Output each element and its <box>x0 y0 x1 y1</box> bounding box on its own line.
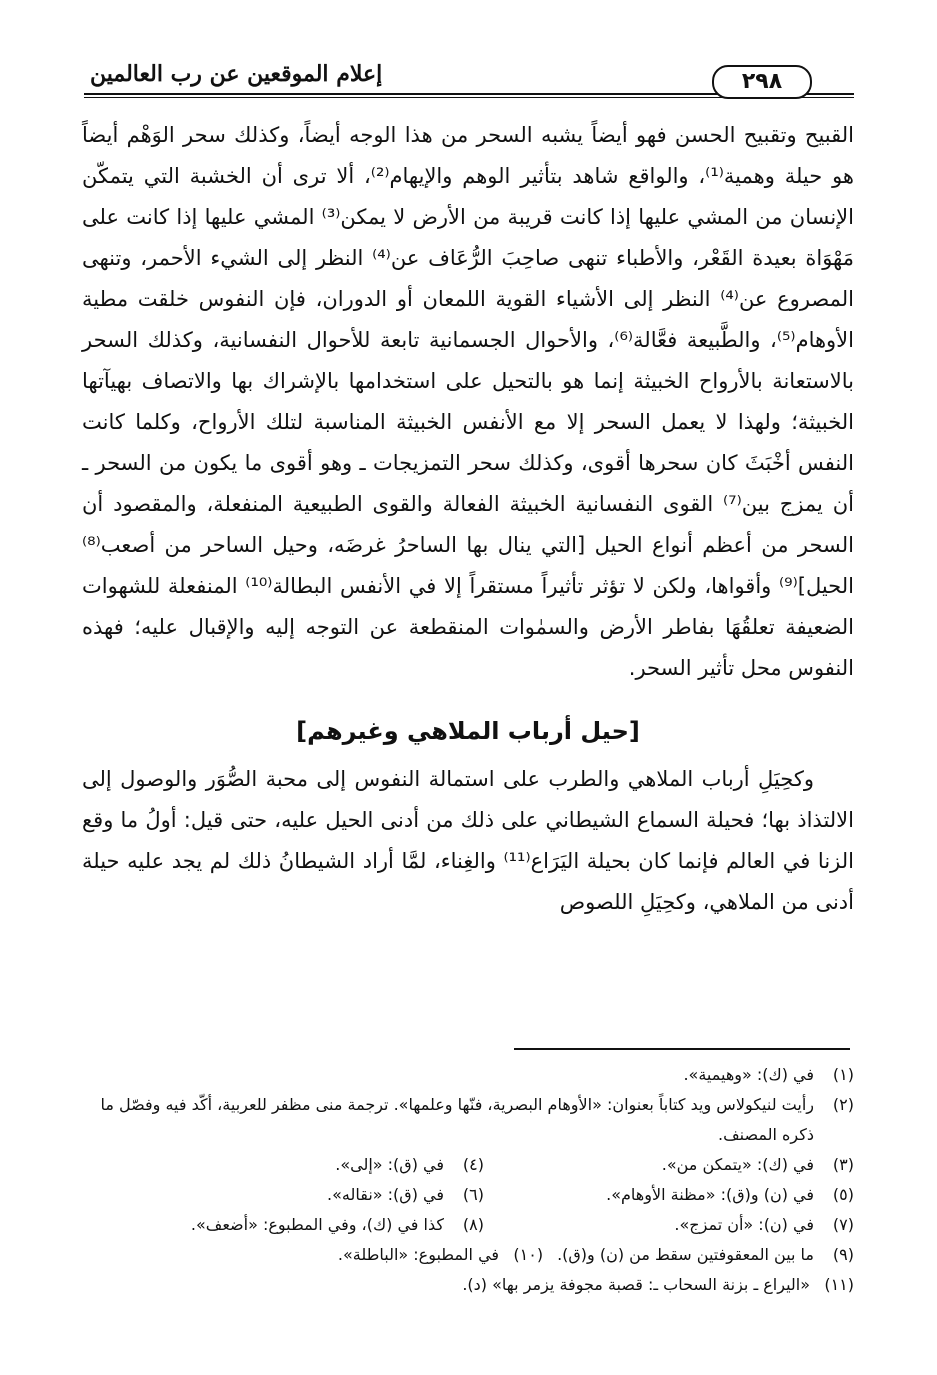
footnote-separator <box>514 1048 850 1050</box>
footnote-number: (٦) <box>462 1185 484 1204</box>
footnote-number: (٩) <box>832 1245 854 1264</box>
footnote-text: ما بين المعقوفتين سقط من (ن) و(ق). <box>557 1245 814 1264</box>
footnote-number: (٧) <box>832 1215 854 1234</box>
footnote-row <box>82 1090 854 1150</box>
footnote-text: في (ك): «وهيمية». <box>683 1065 814 1084</box>
footnote-text: في (ك): «يتمكن من». <box>661 1155 814 1174</box>
footnote-number: (٨) <box>462 1215 484 1234</box>
body-paragraph-2: وكحِيَلِ أرباب الملاهي والطرب على استمالة النفوس إلى محبة الصُّوَر والوصول إلى الالتذاذ بها؛ فحيلة السماع الشيطاني على ذلك من أدنى الحيل عليه، حتى قيل: أولُ ما وقع الزنا في العالم فإنما كان بحيلة اليَرَاع⁽¹¹⁾ والغِناء، لمَّا أراد الشيطانُ ذلك لم يجد عليه حيلة أدنى من الملاهي، وكحِيَلِ اللصوص <box>82 767 854 914</box>
footnote-text: «اليراع ـ بزنة السحاب ـ: قصبة مجوفة يزمر بها» (د). <box>462 1275 810 1294</box>
running-title: إعلام الموقعين عن رب العالمين <box>90 61 383 87</box>
footnote-text: رأيت لنيكولاس ويد كتاباً بعنوان: «الأوهام البصرية، فنّها وعلمها». ترجمة منى مظفر للعربية، أكّد فيه وفصّل ما ذكره المصنف. <box>100 1095 814 1144</box>
footnote-row <box>82 1150 854 1180</box>
body-paragraph-1: القبيح وتقبيح الحسن فهو أيضاً يشبه السحر من هذا الوجه أيضاً، وكذلك سحر الوَهْم أيضاً هو حيلة وهمية⁽¹⁾، والواقع شاهد بتأثير الوهم والإيهام⁽²⁾، ألا ترى أن الخشبة التي يتمكّن الإنسان من المشي عليها إذا كانت قريبة من الأرض لا يمكن⁽³⁾ المشي عليها إذا كانت على مَهْوَاة بعيدة القَعْر، والأطباء تنهى صاحِبَ الرُّعَاف عن⁽⁴⁾ النظر إلى الشيء الأحمر، وتنهى المصروع عن⁽⁴⁾ النظر إلى الأشياء القوية اللمعان أو الدوران، فإن النفوس خلقت مطية الأوهام⁽⁵⁾، والطَّبيعة فعَّالة⁽⁶⁾، والأحوال الجسمانية تابعة للأحوال النفسانية، وكذلك السحر بالاستعانة بالأرواح الخبيثة إنما هو بالتحيل على استخدامها بالإشراك بها والاتصاف بهيآتها الخبيثة؛ ولهذا لا يعمل السحر إلا مع الأنفس الخبيثة المناسبة لتلك الأرواح، وكلما كانت النفس أخْبَثَ كان سحرها أقوى، وكذلك سحر التمزيجات ـ وهو أقوى ما يكون من السحر ـ أن يمزج بين⁽⁷⁾ القوى النفسانية الخبيثة الفعالة والقوى الطبيعية المنفعلة، والمقصود أن السحر من أعظم أنواع الحيل [التي ينال بها الساحرُ غرضَه، وحيل الساحر من أصعب⁽⁸⁾ الحيل]⁽⁹⁾ وأقواها، ولكن لا تؤثر تأثيراً مستقراً إلا في الأنفس البطالة⁽¹⁰⁾ المنفعلة للشهوات الضعيفة تعلقُهَا بفاطر الأرض والسمٰوات المنقطعة عن التوجه إليه والإقبال عليه؛ فهذه النفوس محل تأثير السحر. <box>82 123 854 680</box>
footnote-row <box>82 1210 854 1240</box>
page-header <box>84 55 854 99</box>
footnote-row <box>82 1270 854 1300</box>
footnote-number: (٤) <box>462 1155 484 1174</box>
footnote-row <box>82 1060 854 1090</box>
page-number: ٢٩٨ <box>712 65 812 99</box>
footnote-row <box>82 1180 854 1210</box>
footnote-text: في (ق): «نقاله». <box>327 1185 444 1204</box>
footnote-number: (١٠) <box>513 1245 544 1264</box>
footnotes <box>82 1060 854 1300</box>
section-heading: [حيل أرباب الملاهي وغيرهم] <box>296 717 640 745</box>
footnote-number: (١) <box>832 1065 854 1084</box>
footnote-number: (٢) <box>832 1095 854 1114</box>
footnote-number: (٣) <box>832 1155 854 1174</box>
footnote-number: (١١) <box>824 1275 854 1294</box>
footnote-text: في المطبوع: «الباطلة». <box>337 1245 500 1264</box>
footnote-text: في (ق): «إلى». <box>335 1155 444 1174</box>
footnote-text: في (ن) و(ق): «مظنة الأوهام». <box>606 1185 814 1204</box>
footnote-text: كذا في (ك)، وفي المطبوع: «أضعف». <box>190 1215 444 1234</box>
footnote-number: (٥) <box>832 1185 854 1204</box>
main-text <box>82 115 854 923</box>
footnote-row <box>82 1240 854 1270</box>
footnote-text: في (ن): «أن تمزج». <box>674 1215 814 1234</box>
